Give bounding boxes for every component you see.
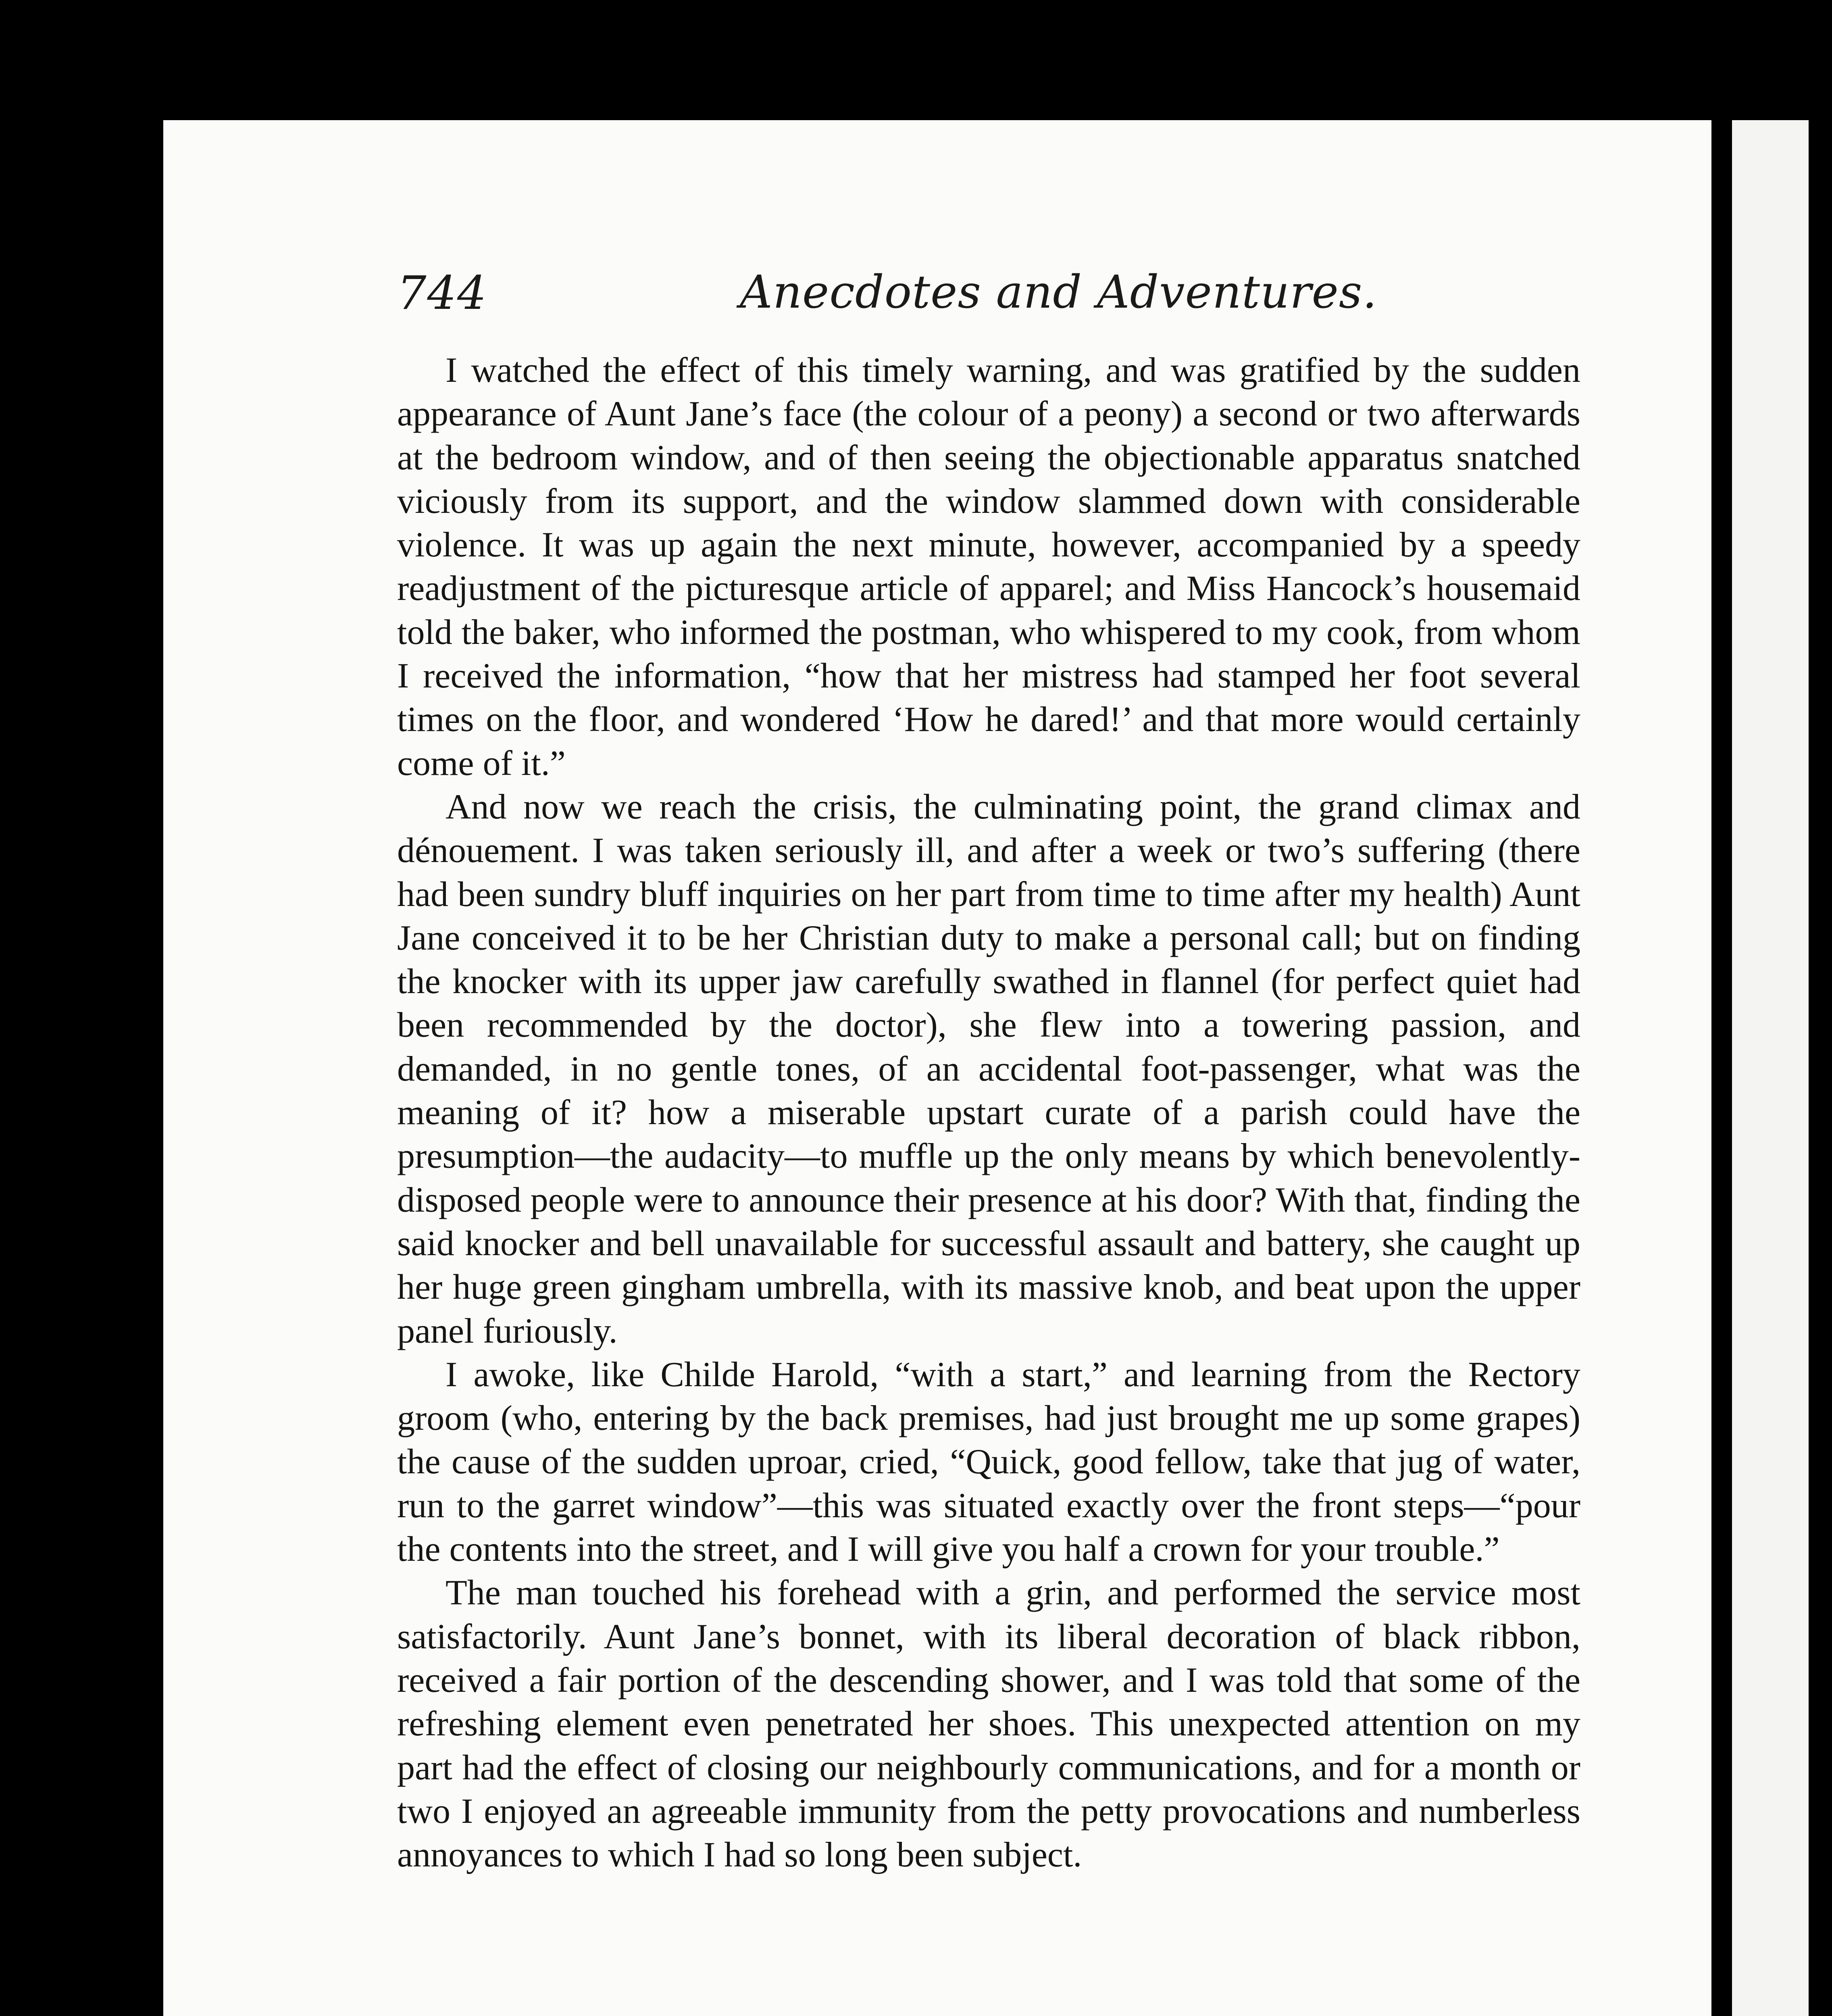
- paragraph: The man touched his forehead with a grin, and performed the service most satisfactorily. Aunt Jane’s bonnet, with its liberal decoration of black ribbon, received a fair portion of the descending shower, and I was told that some of the refreshing element even penetrated her shoes. This unexpected attention on my part had the effect of closing our neighbourly communications, and for a month or two I enjoyed an agreeable immunity from the petty provocations and numberless annoyances to which I had so long been subject.: [397, 1573, 1580, 1875]
- paragraph: I watched the effect of this timely warning, and was gratified by the sudden appearance of Aunt Jane’s face (the colour of a peony) a second or two afterwards at the bedroom window, and of then seeing the objectionable apparatus snatched viciously from its support, and the window slammed down with considerable violence. It was up again the next minute, however, accompanied by a speedy readjustment of the picturesque article of apparel; and Miss Hancock’s housemaid told the baker, who informed the postman, who whispered to my cook, from whom I received the information, “how that her mistress had stamped her foot several times on the floor, and wondered ‘How he dared!’ and that more would certainly come of it.”: [397, 351, 1580, 783]
- adjacent-page-edge: [1732, 120, 1809, 2016]
- body-text: [397, 349, 1580, 1877]
- paragraph: I awoke, like Childe Harold, “with a start,” and learning from the Rectory groom (who, entering by the back premises, had just brought me up some grapes) the cause of the sudden uproar, cried, “Quick, good fellow, take that jug of water, run to the garret window”—this was situated exactly over the front steps—“pour the contents into the street, and I will give you half a crown for your trouble.”: [397, 1355, 1580, 1569]
- paragraph: And now we reach the crisis, the culminating point, the grand climax and dénouement. I was taken seriously ill, and after a week or two’s suffering (there had been sundry bluff inquiries on her part from time to time after my health) Aunt Jane conceived it to be her Christian duty to make a personal call; but on finding the knocker with its upper jaw carefully swathed in flannel (for perfect quiet had been recommended by the doctor), she flew into a towering passion, and demanded, in no gentle tones, of an accidental foot-passenger, what was the meaning of it? how a miserable upstart curate of a parish could have the presumption—the audacity—to muffle up the only means by which benevolently-disposed people were to announce their presence at his door? With that, finding the said knocker and bell unavailable for successful assault and battery, she caught up her huge green gingham umbrella, with its massive knob, and beat upon the upper panel furiously.: [397, 787, 1580, 1351]
- page-number: 744: [397, 266, 487, 320]
- page-header: [397, 266, 1586, 331]
- running-title: Anecdotes and Adventures.: [740, 266, 1378, 319]
